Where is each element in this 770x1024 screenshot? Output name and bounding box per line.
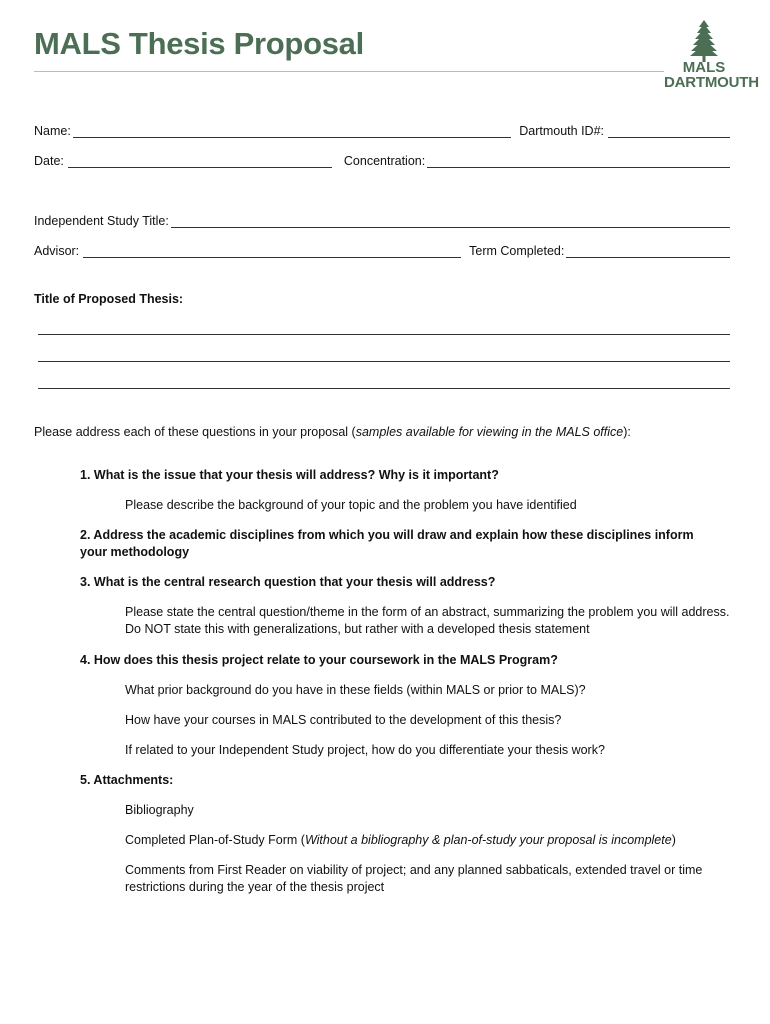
intro-italic: samples available for viewing in the MALS office [355,425,624,439]
name-label: Name: [34,124,71,138]
mals-dartmouth-logo [664,20,759,96]
question-4-detail-2: How have your courses in MALS contributed to the development of this thesis? [125,713,562,727]
question-4: 4. How does this thesis project relate to your coursework in the MALS Program? [80,653,558,667]
dartmouth-id-field[interactable] [608,124,730,138]
question-4-detail-1: What prior background do you have in these fields (within MALS or prior to MALS)? [125,683,586,697]
concentration-label: Concentration: [343,154,426,168]
pine-tree-icon [689,20,719,62]
dartmouth-id-label: Dartmouth ID#: [519,124,604,138]
date-row [34,150,730,168]
name-row [34,120,730,138]
date-field[interactable] [68,154,332,168]
advisor-row [34,240,730,258]
question-3: 3. What is the central research question that your thesis will address? [80,575,496,589]
logo-text-mals: MALS [682,59,726,76]
question-1-detail: Please describe the background of your topic and the problem you have identified [125,498,577,512]
proposed-title-line-3[interactable] [38,388,730,389]
page-title: MALS Thesis Proposal [34,26,364,61]
independent-study-field[interactable] [171,214,730,228]
attachment-plan-of-study: Completed Plan-of-Study Form (Without a bibliography & plan-of-study your proposal is incomplete) [125,833,676,847]
instructions-intro: Please address each of these questions in your proposal (samples available for viewing in the MALS office): [34,425,631,439]
advisor-field[interactable] [83,244,461,258]
plan-of-study-italic: Without a bibliography & plan-of-study your proposal is incomplete [304,833,672,847]
term-completed-label: Term Completed: [469,244,565,258]
logo-text-dartmouth: DARTMOUTH [664,74,759,91]
question-5: 5. Attachments: [80,773,174,787]
attachment-bibliography: Bibliography [125,803,194,817]
date-label: Date: [34,154,64,168]
proposed-title-label: Title of Proposed Thesis: [34,292,184,306]
independent-study-row [34,210,730,228]
term-completed-field[interactable] [566,244,730,258]
proposed-title-line-2[interactable] [38,361,730,362]
attachment-first-reader-comments: Comments from First Reader on viability of project; and any planned sabbaticals, extended travel or time restrictions during the year of the thesis project [125,863,703,894]
independent-study-label: Independent Study Title: [34,214,169,228]
name-field[interactable] [73,124,511,138]
question-2: 2. Address the academic disciplines from which you will draw and explain how these disciplines inform your methodology [80,528,694,559]
question-4-detail-3: If related to your Independent Study project, how do you differentiate your thesis work? [125,743,605,757]
question-1: 1. What is the issue that your thesis will address? Why is it important? [80,468,499,482]
question-3-detail: Please state the central question/theme in the form of an abstract, summarizing the problem you will address. Do NOT state this with generalizations, but rather with a developed thesis statement [125,605,730,636]
advisor-label: Advisor: [34,244,80,258]
title-divider [34,71,664,72]
proposed-title-line-1[interactable] [38,334,730,335]
concentration-field[interactable] [427,154,730,168]
